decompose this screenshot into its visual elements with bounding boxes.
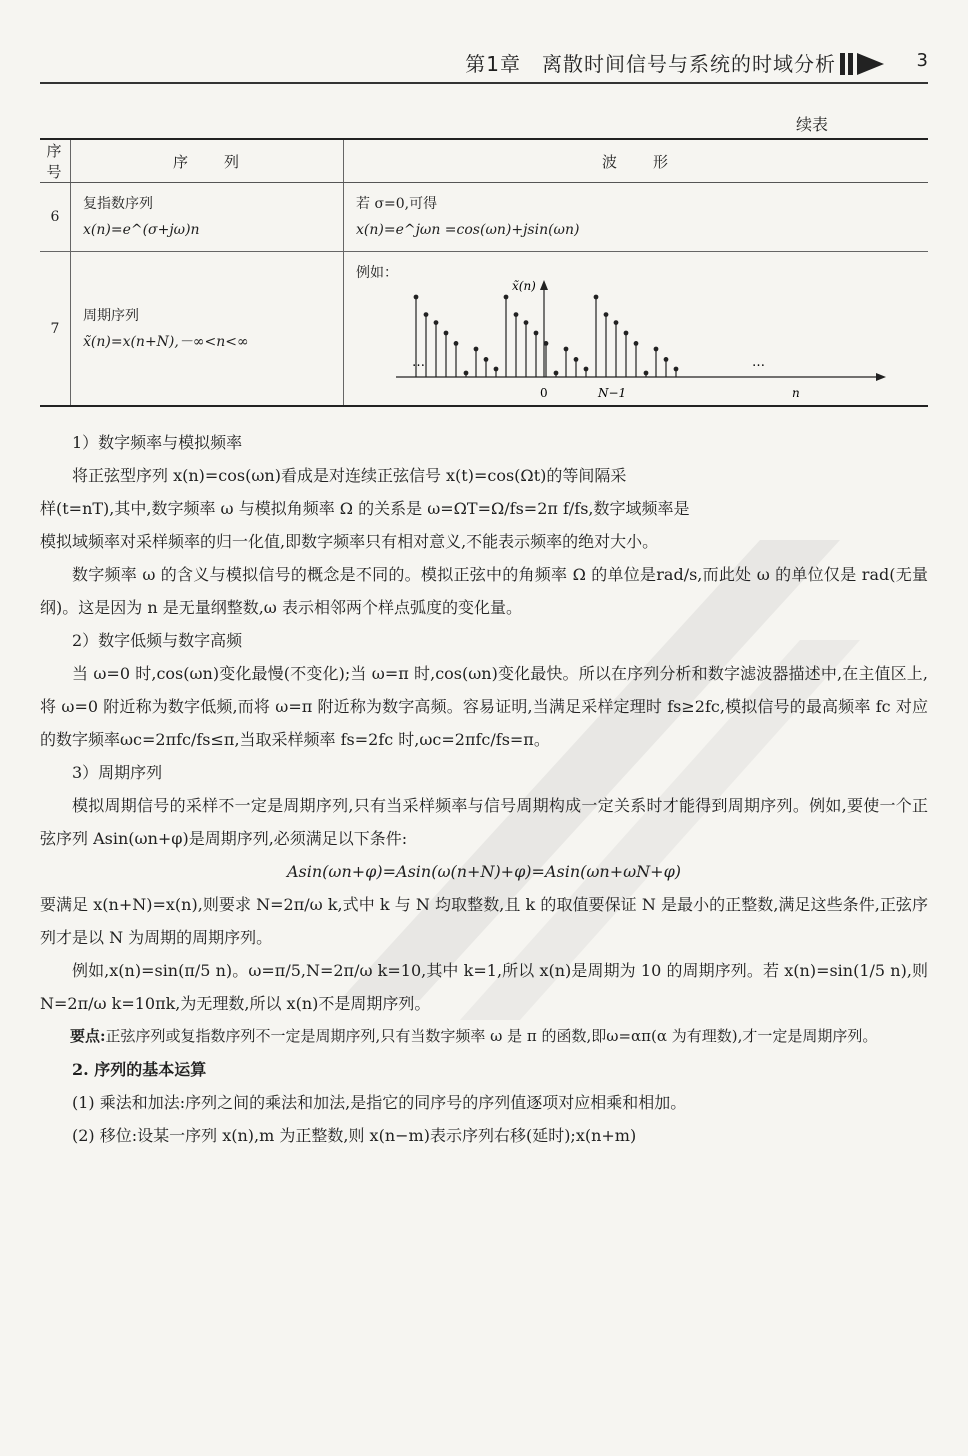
header-rule (40, 82, 928, 84)
row-index: 7 (40, 252, 71, 407)
stem-point (504, 295, 509, 300)
row-index: 6 (40, 183, 71, 252)
stem-point (664, 357, 669, 362)
stem-point (644, 371, 649, 376)
page-number: 3 (916, 50, 928, 71)
paragraph: 将正弦型序列 x(n)=cos(ωn)看成是对连续正弦信号 x(t)=cos(Ωt)的等间隔采 (72, 466, 627, 485)
paragraph: 数字频率 ω 的含义与模拟信号的概念是不同的。模拟正弦中的角频率 Ω 的单位是rad/s,而此处 ω 的单位仅是 rad(无量纲)。这是因为 n 是无量纲整数,ω 表示相邻两个样点弧度的变化量。 (40, 565, 928, 617)
waveform-cell (344, 252, 929, 407)
col-header-waveform: 波 形 (344, 139, 929, 183)
sequence-formula: x̃(n)=x(n+N),－∞<n<∞ (83, 333, 249, 350)
sequence-cell (71, 183, 344, 252)
col-header-sequence: 序 列 (71, 139, 344, 183)
tick-label-zero: 0 (540, 386, 548, 400)
waveform-line-1: 若 σ=0,可得 (356, 196, 438, 212)
sequence-name: 复指数序列 (83, 196, 153, 212)
heading-digital-analog-frequency: 1）数字频率与模拟频率 (72, 433, 243, 452)
stem-point (514, 312, 519, 317)
stem-point (544, 341, 549, 346)
table-row (40, 183, 928, 252)
sequence-table (40, 138, 928, 407)
stem-point (484, 357, 489, 362)
ellipsis-left: … (412, 355, 425, 370)
equation: Asin(ωn+φ)=Asin(ω(n+N)+φ)=Asin(ωn+ωN+φ) (286, 862, 682, 881)
x-axis-label: n (792, 386, 800, 400)
stem-point (604, 312, 609, 317)
paragraph: 例如,x(n)=sin(π/5 n)。ω=π/5,N=2π/ω k=10,其中 k=1,所以 x(n)是周期为 10 的周期序列。若 x(n)=sin(1/5 n),则 N=2π/ω k=10πk,为无理数,所以 x(n)不是周期序列。 (40, 961, 928, 1013)
stem-point (584, 367, 589, 372)
chapter-title: 第1章 离散时间信号与系统的时域分析 (465, 52, 836, 76)
continued-label: 续表 (795, 115, 828, 134)
key-point-label: 要点: (70, 1027, 106, 1045)
chapter-marker-icon (840, 50, 900, 78)
stem-point (614, 320, 619, 325)
stem-point (494, 367, 499, 372)
stem-point (534, 331, 539, 336)
heading-basic-operations: 2. 序列的基本运算 (72, 1060, 207, 1079)
table-row (40, 252, 928, 407)
sequence-formula: x(n)=e^(σ+jω)n (83, 222, 200, 238)
key-point (40, 1020, 928, 1053)
paragraph: 模拟域频率对采样频率的归一化值,即数字频率只有相对意义,不能表示频率的绝对大小。 (40, 532, 659, 551)
heading-periodic-sequence: 3）周期序列 (72, 763, 163, 782)
stem-point (434, 320, 439, 325)
sequence-cell (71, 252, 344, 407)
col-header-index: 序号 (40, 139, 71, 183)
waveform-line-2: x(n)=e^jωn =cos(ωn)+jsin(ωn) (356, 222, 580, 238)
stem-point (414, 295, 419, 300)
paragraph: 模拟周期信号的采样不一定是周期序列,只有当采样频率与信号周期构成一定关系时才能得到周期序列。例如,要使一个正弦序列 Asin(ωn+φ)是周期序列,必须满足以下条件: (40, 796, 928, 848)
stem-point (674, 367, 679, 372)
waveform-area (356, 252, 916, 405)
stem-point (624, 331, 629, 336)
paragraph: 样(t=nT),其中,数字频率 ω 与模拟角频率 Ω 的关系是 ω=ΩT=Ω/fs=2π f/fs,数字域频率是 (40, 499, 690, 518)
paragraph: 当 ω=0 时,cos(ωn)变化最慢(不变化);当 ω=π 时,cos(ωn)变化最快。所以在序列分析和数字滤波器描述中,在主值区上,将 ω=0 附近称为数字低频,而将 ω=π 附近称为数字高频。容易证明,当满足采样定理时 fs≥2fc,模拟信号的最高频率 fc 对应的数字频率ωc=2πfc/fs≤π,当取采样频率 fs=2fc 时,ωc=2πfc/fs=π。 (40, 664, 928, 749)
y-axis-label: x̃(n) (512, 279, 536, 293)
ellipsis-right: … (752, 355, 765, 370)
body-text (40, 426, 928, 1152)
waveform-cell (344, 183, 929, 252)
stem-point (474, 347, 479, 352)
stem-point (554, 371, 559, 376)
heading-low-high-frequency: 2）数字低频与数字高频 (72, 631, 243, 650)
stem-series (414, 295, 679, 377)
stem-point (654, 347, 659, 352)
stem-point (424, 312, 429, 317)
stem-point (464, 371, 469, 376)
example-label: 例如： (356, 265, 398, 281)
stem-point (574, 357, 579, 362)
stem-point (564, 347, 569, 352)
paragraph: 要满足 x(n+N)=x(n),则要求 N=2π/ω k,式中 k 与 N 均取整数,且 k 的取值要保证 N 是最小的正整数,满足这些条件,正弦序列才是以 N 为周期的周期序列。 (40, 895, 928, 947)
key-point-text: 正弦序列或复指数序列不一定是周期序列,只有当数字频率 ω 是 π 的函数,即ω=απ(α 为有理数),才一定是周期序列。 (105, 1027, 878, 1045)
stem-point (444, 331, 449, 336)
tick-label-n-minus-1: N−1 (598, 386, 627, 400)
stem-point (454, 341, 459, 346)
x-axis-arrow-icon (876, 373, 886, 381)
page-header (40, 46, 928, 86)
stem-point (524, 320, 529, 325)
stem-point (594, 295, 599, 300)
sequence-name: 周期序列 (83, 307, 139, 324)
y-axis-arrow-icon (540, 280, 548, 290)
stem-point (634, 341, 639, 346)
periodic-sequence-plot (356, 252, 886, 405)
paragraph: (2) 移位:设某一序列 x(n),m 为正整数,则 x(n−m)表示序列右移(延时);x(n+m) (72, 1126, 637, 1145)
paragraph: (1) 乘法和加法:序列之间的乘法和加法,是指它的同序号的序列值逐项对应相乘和相加。 (72, 1093, 687, 1112)
